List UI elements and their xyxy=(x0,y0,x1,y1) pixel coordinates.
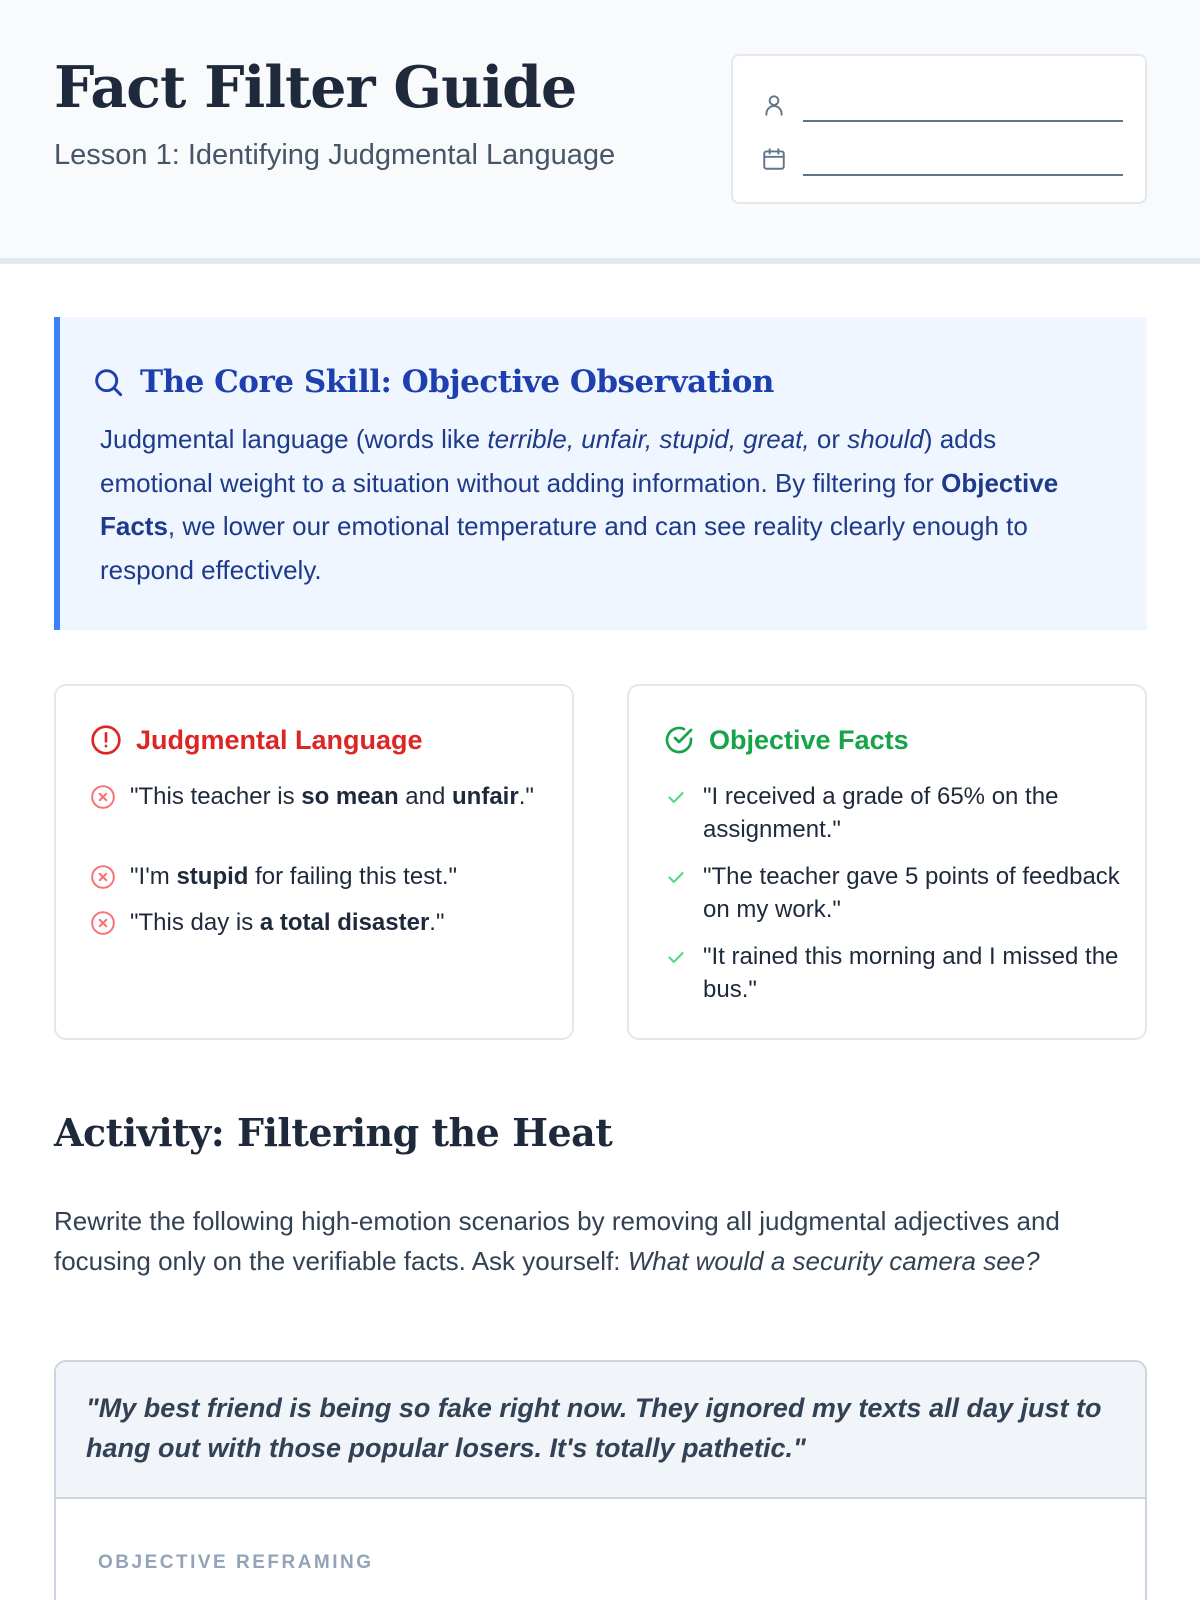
core-skill-text: Judgmental language (words like terrible, unfair, stupid, great, or should) adds emotional weight to a situation without adding information. By filtering for Objective Facts, we lower our emotional temperature and can see reality clearly enough to respond effectively. xyxy=(100,424,1059,585)
date-input[interactable] xyxy=(803,150,1123,176)
x-circle-icon xyxy=(90,910,116,936)
alert-circle-icon xyxy=(90,724,122,756)
name-input[interactable] xyxy=(803,96,1123,122)
judgmental-heading: Judgmental Language xyxy=(90,722,423,758)
core-skill-heading xyxy=(92,360,774,404)
calendar-icon xyxy=(761,146,787,172)
header xyxy=(0,0,1200,264)
search-icon xyxy=(92,366,124,398)
check-icon xyxy=(663,944,689,970)
check-circle-icon xyxy=(663,724,695,756)
scenario-quote-box xyxy=(56,1362,1145,1499)
objective-heading: Objective Facts xyxy=(663,722,909,758)
judgmental-language-card: Judgmental Language "This teacher is so mean and unfair." "I'm stupid for failing this test." "This day is a total disaster." xyxy=(54,684,574,1040)
check-icon xyxy=(663,784,689,810)
objective-facts-card: Objective Facts "I received a grade of 65% on the assignment." "The teacher gave 5 points of feedback on my work." "It rained this morning and I missed the bus." xyxy=(627,684,1147,1040)
scenario-quote: "My best friend is being so fake right now. They ignored my texts all day just to hang out with those popular losers. It's totally pathetic." xyxy=(86,1393,1102,1463)
x-circle-icon xyxy=(90,864,116,890)
x-circle-icon xyxy=(90,784,116,810)
page-title: Fact Filter Guide xyxy=(54,54,577,121)
core-skill-title: The Core Skill: Objective Observation xyxy=(140,364,774,400)
check-icon xyxy=(663,864,689,890)
reframe-label: OBJECTIVE REFRAMING xyxy=(98,1552,374,1573)
name-field-row xyxy=(761,86,1123,126)
date-field-row xyxy=(761,140,1123,180)
scenario-card xyxy=(54,1360,1147,1600)
page-subtitle: Lesson 1: Identifying Judgmental Language xyxy=(54,139,616,171)
activity-instructions: Rewrite the following high-emotion scenarios by removing all judgmental adjectives and focusing only on the verifiable facts. Ask yourself: What would a security camera see? xyxy=(54,1206,1060,1276)
activity-title: Activity: Filtering the Heat xyxy=(54,1110,613,1155)
student-info-box xyxy=(731,54,1147,204)
user-icon xyxy=(761,92,787,118)
